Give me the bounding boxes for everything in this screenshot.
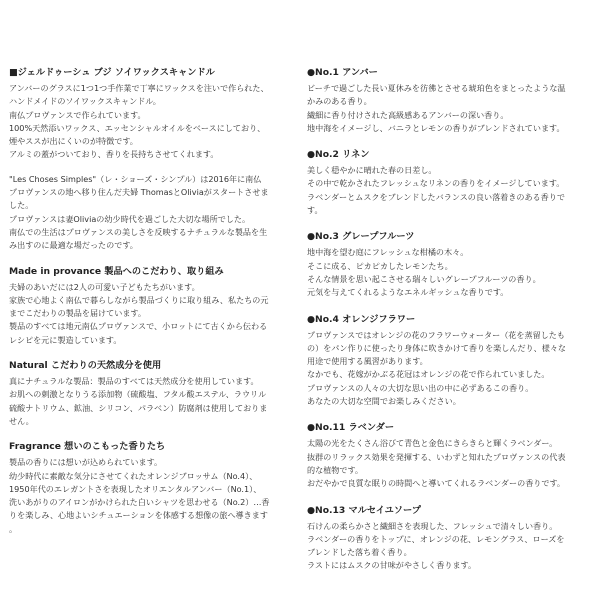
body-line: 100%天然添いワックス、エッセンシャルオイルをベースにしており、 <box>9 122 266 133</box>
right_column-section <box>307 313 593 409</box>
body-line: ブレンドした落ち着く香り。 <box>307 547 412 558</box>
right-column <box>307 66 593 586</box>
body-line: ラベンダーとムスクをブレンドしたバランスの良い落着きのある香りで <box>307 191 565 202</box>
left-column <box>9 66 295 548</box>
body-line: 製品の香りには想いが込められています。 <box>9 457 163 468</box>
body-line: りを楽しみ、心地よいシチュエーションを体感する想像の旅へ導きます <box>9 510 268 521</box>
body-line: アンバーのグラスに1つ1つ手作業で丁寧にワックスを注いで作られた、 <box>9 83 269 93</box>
body-line: 幼少時代に素敵な気分にさせてくれたオレンジブロッサム（No.4）、 <box>9 470 258 481</box>
body-line: プロヴァンスの人々の大切な思い出の中に必ずあるこの香り。 <box>307 382 534 393</box>
body-line: プロヴァンスの地へ移り住んだ夫婦 ThomasとOliviaがスタートさせま <box>9 187 269 198</box>
section-heading: ●No.1 アンバー <box>307 67 378 78</box>
body-line: 煙やススが出にくいのが特徴です。 <box>9 136 138 147</box>
body-line: 用途で使用する風習があります。 <box>307 356 428 367</box>
left_column-section <box>9 440 295 536</box>
body-line: せん。 <box>9 415 34 426</box>
body-line: の）をパン作りに使ったり身体に吹きかけて香りを楽しんだり、様々な <box>307 342 567 353</box>
right_column-section <box>307 148 593 217</box>
body-line: そんな情景を思い起こさせる瑞々しいグレープフルーツの香り。 <box>307 273 541 284</box>
section-body <box>307 82 593 135</box>
body-line: なかでも、花嫁がかぶる花冠はオレンジの花で作られていました。 <box>307 369 550 380</box>
body-line: 石けんの柔らかさと繊細さを表現した、フレッシュで清々しい香り。 <box>307 520 558 531</box>
body-line: レシピを元に製造しています。 <box>9 334 122 345</box>
body-line: 。 <box>9 523 18 534</box>
body-line: み出すのに最適な場だったのです。 <box>9 240 138 251</box>
body-line: までこだわりの製品を届けています。 <box>9 308 146 319</box>
body-line: 元気を与えてくれるようなエネルギッシュな香りです。 <box>307 287 509 298</box>
body-line: お肌への刺激となりうる添加物（硫酸塩、フタル酸エステル、ラウリル <box>9 389 267 400</box>
section-heading: ●No.13 マルセイユソープ <box>307 504 421 516</box>
body-line: プロヴァンスは妻Oliviaの幼少時代を過ごした大切な場所でした。 <box>9 213 251 224</box>
body-line: かみのある香り。 <box>307 96 372 107</box>
body-line: 的な植物です。 <box>307 464 364 475</box>
body-line: あなたの大切な空間でお楽しみください。 <box>307 396 461 407</box>
right_column-section <box>307 230 593 299</box>
body-line: "Les Choses Simples"（レ・ショーズ・シンプル）は2016年に南仏 <box>9 173 262 184</box>
section-body <box>9 375 295 428</box>
section-heading: ●No.2 リネン <box>307 149 370 161</box>
section-body <box>9 281 295 347</box>
section-body <box>9 456 295 536</box>
body-line: ラベンダーの香りをトップに、オレンジの花、レモングラス、ローズを <box>307 533 565 544</box>
body-line: ラストにはムスクの甘味がやさしく香ります。 <box>307 560 477 571</box>
body-line: 南仏プロヴァンスで作られています。 <box>9 109 146 120</box>
body-line: 地中海をイメージし、バニラとレモンの香りがブレンドされています。 <box>307 122 565 133</box>
body-line: ハンドメイドのソイワックスキャンドル。 <box>9 96 161 107</box>
body-line: 1950年代のエレガントさを表現したオリエンタルアンバー（No.1）、 <box>9 483 262 494</box>
section-body <box>9 82 295 162</box>
section-heading: ●No.11 ラベンダー <box>307 422 395 434</box>
section-heading: ■ジェルドゥーシュ ブジ ソイワックスキャンドル <box>9 67 215 78</box>
right_column-section <box>307 66 593 135</box>
body-line: 夫婦のあいだには2人の可愛い子どもたちがいます。 <box>9 281 200 292</box>
section-body <box>307 520 593 573</box>
body-line: アルミの蓋がついており、香りを長持ちさせてくれます。 <box>9 149 219 160</box>
body-line: そこに成る、ピカピカしたレモンたち。 <box>307 260 453 271</box>
section-body <box>307 246 593 299</box>
body-line: 製品のすべては地元南仏プロヴァンスで、小ロットにて古くから伝わる <box>9 321 268 332</box>
section-body <box>307 437 593 490</box>
section-heading: Fragrance 想いのこもった香りたち <box>9 441 166 453</box>
section-heading: ●No.3 グレープフルーツ <box>307 231 415 243</box>
body-line: 繊細に香り付けされた高級感あるアンバーの深い香り。 <box>307 109 509 120</box>
body-line: 真にナチュラルな製品：製品のすべては天然成分を使用しています。 <box>9 376 259 387</box>
body-line: 硫酸ナトリウム、鉱油、シリコン、パラベン）防腐剤は使用しておりま <box>9 402 268 413</box>
body-line: おだやかで良質な眠りの時間へと導いてくれるラベンダーの香りです。 <box>307 478 566 489</box>
left_column-section <box>9 66 295 253</box>
body-line: 抜群のリラックス効果を発揮する、いわずと知れたプロヴァンスの代表 <box>307 451 566 462</box>
body-line: プロヴァンスではオレンジの花のフラワーウォーター（花を蒸留したも <box>307 329 565 340</box>
section-heading: Made in provance 製品へのこだわり、取り組み <box>9 265 224 277</box>
section-heading: Natural こだわりの天然成分を使用 <box>9 360 162 372</box>
right_column-section <box>307 504 593 573</box>
section-body <box>307 329 593 409</box>
body-line: 家族で心地よく南仏で暮らしながら製品づくりに取り組み、私たちの元 <box>9 294 269 305</box>
body-line: 南仏での生活はプロヴァンスの美しさを反映するナチュラルな製品を生 <box>9 226 268 237</box>
body-line: 太陽の光をたくさん浴びて青色と金色にきらきらと輝くラベンダー。 <box>307 438 558 449</box>
section-body-extra <box>9 173 295 253</box>
body-line: した。 <box>9 200 34 211</box>
body-line: 地中海を望む庭にフレッシュな柑橘の木々。 <box>307 247 469 258</box>
body-line: ビーチで過ごした長い夏休みを彷彿とさせる琥珀色をまとったような温 <box>307 83 566 93</box>
body-line: 洗いあがりのアイロンがかけられた白いシャツを思わせる（No.2）…香 <box>9 497 270 508</box>
left_column-section <box>9 265 295 347</box>
body-line: 美しく穏やかに晴れた春の日差し。 <box>307 165 437 176</box>
section-heading: ●No.4 オレンジフラワー <box>307 313 416 325</box>
paragraph-spacer <box>9 162 295 173</box>
left_column-section <box>9 359 295 428</box>
body-line: その中で乾かされたフレッシュなリネンの香りをイメージしています。 <box>307 178 565 189</box>
section-body <box>307 164 593 217</box>
body-line: す。 <box>307 205 323 216</box>
right_column-section <box>307 421 593 490</box>
